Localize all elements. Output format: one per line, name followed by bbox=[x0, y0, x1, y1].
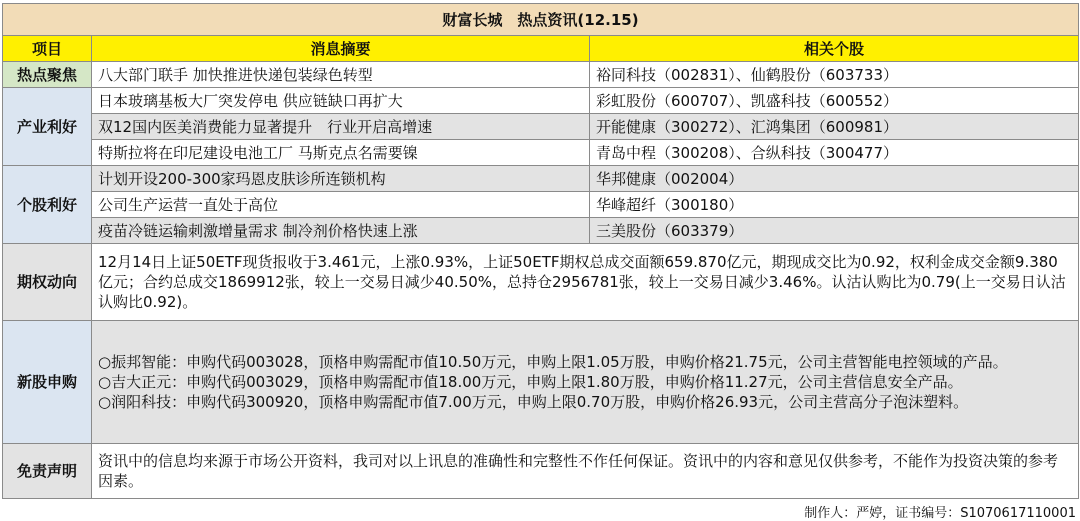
related-stocks: 华峰超纤（300180） bbox=[590, 192, 1079, 218]
news-summary: 八大部门联手 加快推进快递包装绿色转型 bbox=[92, 62, 590, 88]
table-row bbox=[3, 114, 1079, 140]
table-row bbox=[3, 140, 1079, 166]
related-stocks: 三美股份（603379） bbox=[590, 218, 1079, 244]
related-stocks: 华邦健康（002004） bbox=[590, 166, 1079, 192]
ipo-list bbox=[92, 321, 1079, 444]
related-stocks: 裕同科技（002831）、仙鹤股份（603733） bbox=[590, 62, 1079, 88]
header-stocks: 相关个股 bbox=[590, 36, 1079, 62]
category-hot: 热点聚焦 bbox=[3, 62, 92, 88]
table-row bbox=[3, 62, 1079, 88]
ipo-item: ○润阳科技：申购代码300920，顶格申购需配市值7.00万元，申购上限0.70万股，申购价格26.93元，公司主营高分子泡沫塑料。 bbox=[98, 393, 969, 411]
hot-news-table bbox=[2, 3, 1079, 499]
news-summary: 公司生产运营一直处于高位 bbox=[92, 192, 590, 218]
ipo-item: ○吉大正元：申购代码003029，顶格申购需配市值18.00万元，申购上限1.80万股，申购价格11.27元，公司主营信息安全产品。 bbox=[98, 373, 963, 391]
table-row bbox=[3, 444, 1079, 499]
disclaimer-text: 资讯中的信息均来源于市场公开资料，我司对以上讯息的准确性和完整性不作任何保证。资讯中的内容和意见仅供参考，不能作为投资决策的参考因素。 bbox=[92, 444, 1079, 499]
news-summary: 特斯拉将在印尼建设电池工厂 马斯克点名需要镍 bbox=[92, 140, 590, 166]
category-industry: 产业利好 bbox=[3, 88, 92, 166]
author-credit: 制作人：严婷，证书编号：S1070617110001 bbox=[804, 506, 1076, 521]
table-row bbox=[3, 192, 1079, 218]
table-row bbox=[3, 244, 1079, 321]
news-summary: 疫苗冷链运输刺激增量需求 制冷剂价格快速上涨 bbox=[92, 218, 590, 244]
table-row bbox=[3, 88, 1079, 114]
table-row bbox=[3, 321, 1079, 444]
related-stocks: 青岛中程（300208）、合纵科技（300477） bbox=[590, 140, 1079, 166]
ipo-item: ○振邦智能：申购代码003028，顶格申购需配市值10.50万元，申购上限1.05万股，申购价格21.75元，公司主营智能电控领域的产品。 bbox=[98, 353, 1008, 371]
header-item: 项目 bbox=[3, 36, 92, 62]
category-options: 期权动向 bbox=[3, 244, 92, 321]
options-text: 12月14日上证50ETF现货报收于3.461元，上涨0.93%，上证50ETF期权总成交面额659.870亿元，期现成交比为0.92，权利金成交金额9.380亿元；合约总成交1869912张，较上一交易日减少40.50%，总持仓2956781张，较上一交易日减少3.46%。认沽认购比为0.79(上一交易日认沽认购比0.92)。 bbox=[92, 244, 1079, 321]
header-summary: 消息摘要 bbox=[92, 36, 590, 62]
category-stock: 个股利好 bbox=[3, 166, 92, 244]
related-stocks: 彩虹股份（600707）、凯盛科技（600552） bbox=[590, 88, 1079, 114]
news-summary: 双12国内医美消费能力显著提升 行业开启高增速 bbox=[92, 114, 590, 140]
news-summary: 计划开设200-300家玛恩皮肤诊所连锁机构 bbox=[92, 166, 590, 192]
table-row bbox=[3, 218, 1079, 244]
category-disclaimer: 免责声明 bbox=[3, 444, 92, 499]
related-stocks: 开能健康（300272）、汇鸿集团（600981） bbox=[590, 114, 1079, 140]
news-summary: 日本玻璃基板大厂突发停电 供应链缺口再扩大 bbox=[92, 88, 590, 114]
table-row bbox=[3, 166, 1079, 192]
page-title: 财富长城 热点资讯(12.15) bbox=[3, 4, 1079, 36]
category-ipo: 新股申购 bbox=[3, 321, 92, 444]
